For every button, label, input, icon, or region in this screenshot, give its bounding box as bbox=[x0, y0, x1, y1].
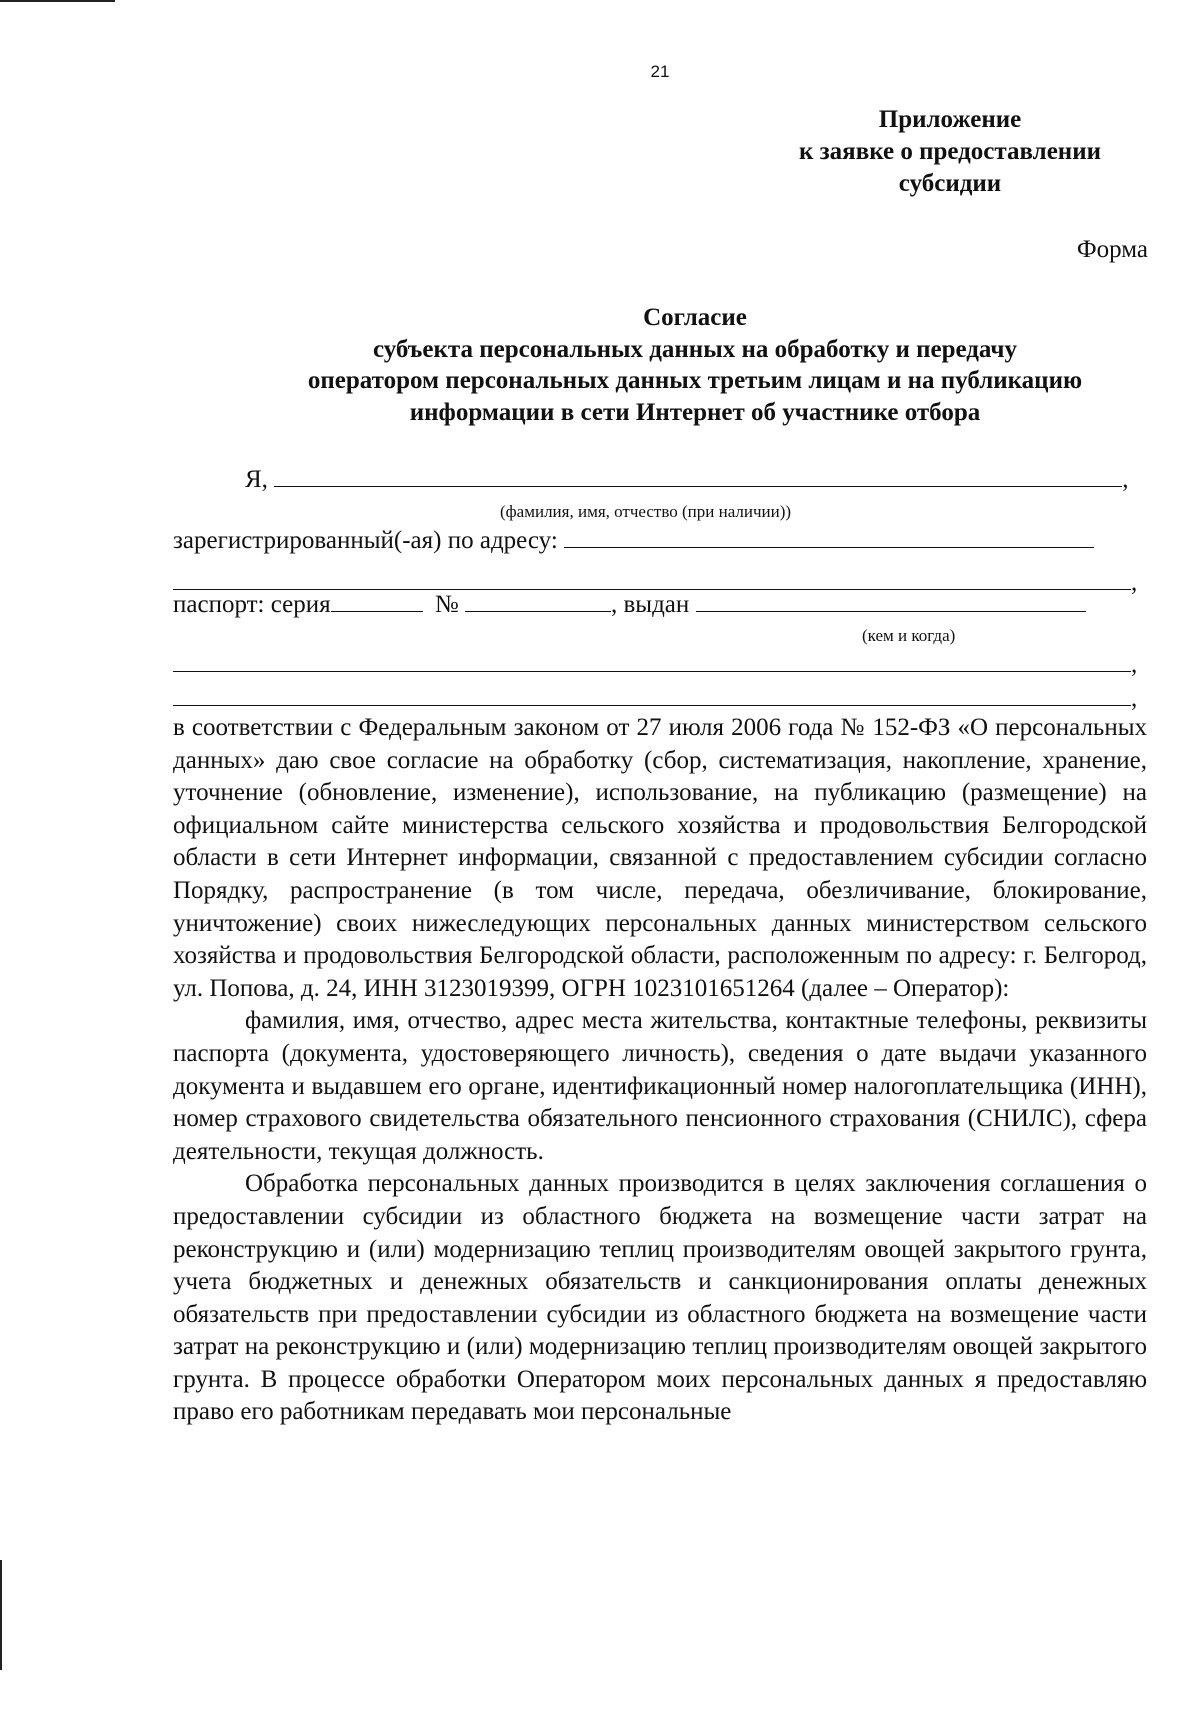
passport-row bbox=[173, 590, 1086, 620]
issued-field-continuation-1[interactable] bbox=[173, 651, 1131, 672]
fio-field[interactable] bbox=[274, 466, 1122, 487]
issued-continuation-row-1 bbox=[173, 650, 1137, 680]
fio-comma: , bbox=[1122, 466, 1129, 493]
consent-body bbox=[173, 712, 1147, 1429]
title-line-4: информации в сети Интернет об участнике отбора bbox=[409, 398, 981, 426]
issued-continuation-row-2 bbox=[173, 684, 1137, 714]
paragraph-law-reference: в соответствии с Федеральным законом от 27 июля 2006 года № 152-ФЗ «О персональных данных» даю свое согласие на обработку (сбор, систематизация, накопление, хранение, уточнение (обновление, изменение), использование, на публикацию (размещение) на официальном сайте министерства сельского хозяйства и продовольствия Белгородской области в сети Интернет информации, связанной с предоставлением субсидии согласно Порядку, распространение (в том числе, передача, обезличивание, блокирование, уничтожение) своих нижеследующих персональных данных министерством сельского хозяйства и продовольствия Белгородской области, расположенным по адресу: г. Белгород, ул. Попова, д. 24, ИНН 3123019399, ОГРН 1023101651264 (далее – Оператор): bbox=[173, 714, 1147, 1002]
address-field-continuation[interactable] bbox=[173, 569, 1131, 590]
issued-by-field[interactable] bbox=[696, 591, 1086, 612]
title-line-3: оператором персональных данных третьим лицам и на публикацию bbox=[307, 367, 1083, 394]
passport-series-field[interactable] bbox=[331, 591, 423, 612]
passport-series-label: паспорт: серия bbox=[173, 591, 331, 618]
appendix-line-2: к заявке о предоставлении bbox=[798, 138, 1101, 165]
scan-edge-mark-top bbox=[0, 0, 115, 2]
issued-comma-1: , bbox=[1131, 651, 1138, 678]
passport-number-field[interactable] bbox=[465, 591, 611, 612]
passport-number-label: № bbox=[434, 591, 459, 618]
issued-label: , выдан bbox=[610, 591, 690, 618]
address-field[interactable] bbox=[564, 527, 1094, 548]
i-label: Я, bbox=[245, 466, 268, 493]
fio-caption: (фамилия, имя, отчество (при наличии)) bbox=[500, 502, 792, 521]
appendix-heading bbox=[700, 104, 1200, 200]
paragraph-data-list: фамилия, имя, отчество, адрес места жительства, контактные телефоны, реквизиты паспорта (документа, удостоверяющего личность), сведения о дате выдачи указанного документа и выдавшем его органе, идентификационный номер налогоплательщика (ИНН), номер страхового свидетельства обязательного пенсионного страхования (СНИЛС), сфера деятельности, текущая должность. bbox=[173, 1007, 1147, 1165]
address-label: зарегистрированный(-ая) по адресу: bbox=[173, 527, 558, 554]
title-line-1: Согласие bbox=[643, 304, 747, 331]
scan-edge-mark-left bbox=[0, 1560, 2, 1670]
paragraph-processing-purpose: Обработка персональных данных производится в целях заключения соглашения о предоставлении субсидии из областного бюджета на возмещение части затрат на реконструкцию и (или) модернизацию теплиц производителям овощей закрытого грунта, учета бюджетных и денежных обязательств и санкционирования оплаты денежных обязательств при предоставлении субсидии из областного бюджета на возмещение части затрат на реконструкцию и (или) модернизацию теплиц производителям овощей закрытого грунта. В процессе обработки Оператором моих персональных данных я предоставляю право его работникам передавать мои персональные bbox=[173, 1170, 1147, 1426]
appendix-line-3: субсидии bbox=[898, 170, 1002, 197]
address-row bbox=[173, 526, 1094, 556]
title-line-2: субъекта персональных данных на обработку и передачу bbox=[372, 335, 1018, 363]
issued-field-continuation-2[interactable] bbox=[173, 685, 1131, 706]
form-label: Форма bbox=[1076, 236, 1148, 263]
issued-comma-2: , bbox=[1131, 685, 1138, 712]
address-comma: , bbox=[1131, 569, 1138, 596]
issued-caption: (кем и когда) bbox=[862, 626, 956, 645]
appendix-line-1: Приложение bbox=[878, 106, 1022, 133]
page-number: 21 bbox=[650, 62, 670, 81]
document-title bbox=[195, 302, 1195, 428]
fio-row bbox=[245, 465, 1128, 495]
